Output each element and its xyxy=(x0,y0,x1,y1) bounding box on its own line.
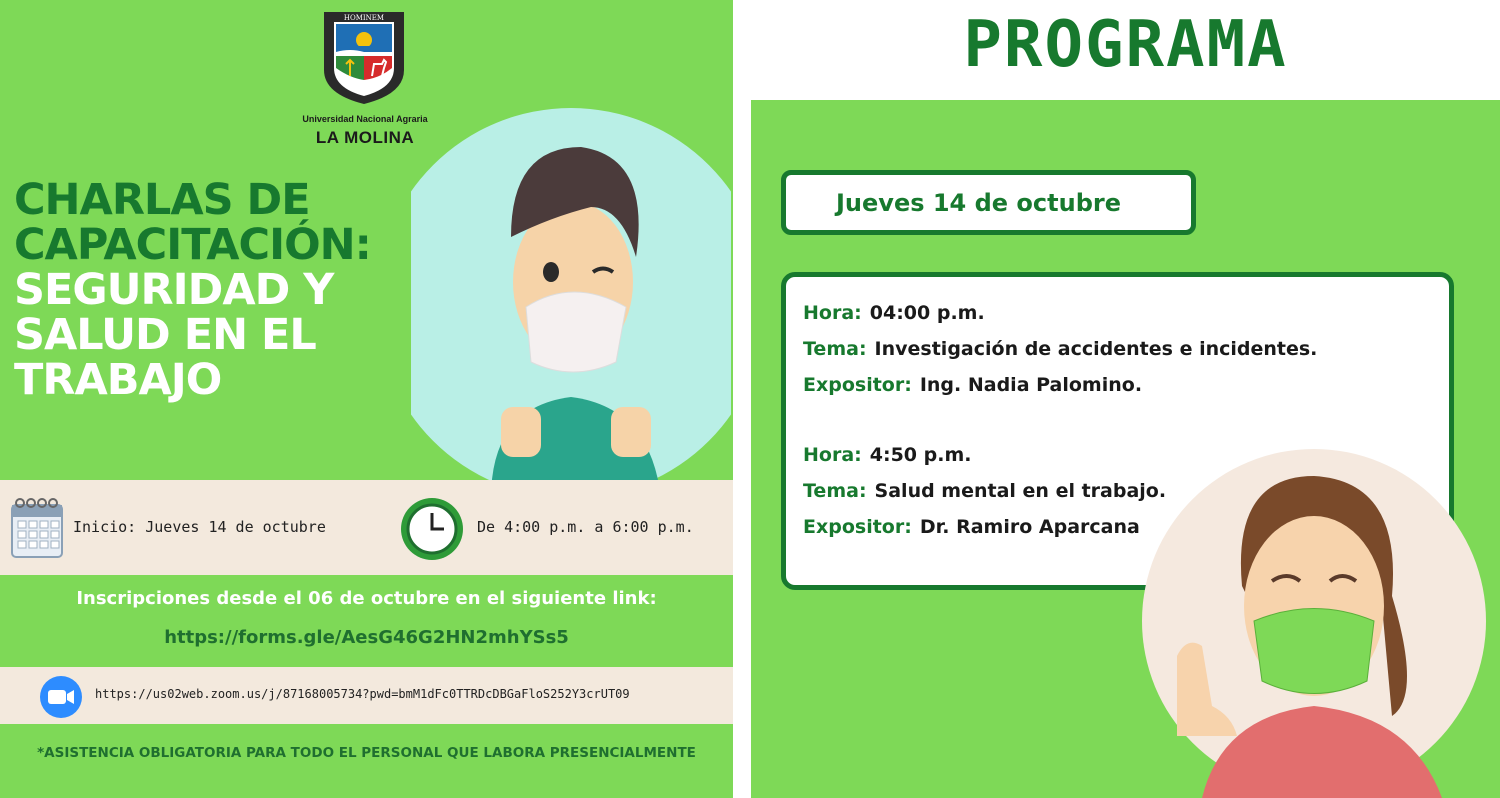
title-line: TRABAJO xyxy=(14,355,222,405)
session-2-tema: Tema: Salud mental en el trabajo. xyxy=(803,480,1167,502)
calendar-icon xyxy=(10,497,64,559)
session-1-tema: Tema: Investigación de accidentes e incidentes. xyxy=(803,338,1318,360)
title-line: CHARLAS DE xyxy=(14,175,310,225)
zoom-icon xyxy=(39,675,83,719)
session-2-hora: Hora: 4:50 p.m. xyxy=(803,444,972,466)
session-2-expositor: Expositor: Dr. Ramiro Aparcana xyxy=(803,516,1140,538)
title-line: SEGURIDAD Y xyxy=(14,265,334,315)
masked-man-illustration xyxy=(411,107,731,499)
university-name-small: Universidad Nacional Agraria xyxy=(302,114,428,124)
title-line: CAPACITACIÓN: xyxy=(14,220,371,270)
university-shield-logo xyxy=(322,10,406,106)
session-1-hora: Hora: 04:00 p.m. xyxy=(803,302,985,324)
program-panel xyxy=(751,0,1500,798)
title-line: SALUD EN EL xyxy=(14,310,316,360)
flyer-title xyxy=(14,175,414,405)
start-date-label: Inicio: Jueves 14 de octubre xyxy=(73,518,326,536)
clock-icon xyxy=(400,497,464,561)
program-date: Jueves 14 de octubre xyxy=(836,189,1121,217)
logo-motto-top: HOMINEM xyxy=(343,14,385,22)
session-1-expositor: Expositor: Ing. Nadia Palomino. xyxy=(803,374,1143,396)
registration-link[interactable]: https://forms.gle/AesG46G2HN2mhYSs5 xyxy=(164,627,569,648)
zoom-link[interactable]: https://us02web.zoom.us/j/87168005734?pwd=bmM1dFc0TTRDcDBGaFloS252Y3crUT09 xyxy=(95,687,630,701)
program-title: PROGRAMA xyxy=(963,8,1288,82)
date-box xyxy=(781,170,1196,235)
masked-woman-illustration xyxy=(1142,436,1486,798)
attendance-note: *ASISTENCIA OBLIGATORIA PARA TODO EL PERSONAL QUE LABORA PRESENCIALMENTE xyxy=(37,745,696,761)
university-name-large: LA MOLINA xyxy=(315,128,415,147)
time-range-label: De 4:00 p.m. a 6:00 p.m. xyxy=(477,518,694,536)
registration-text: Inscripciones desde el 06 de octubre en el siguiente link: xyxy=(76,588,657,609)
